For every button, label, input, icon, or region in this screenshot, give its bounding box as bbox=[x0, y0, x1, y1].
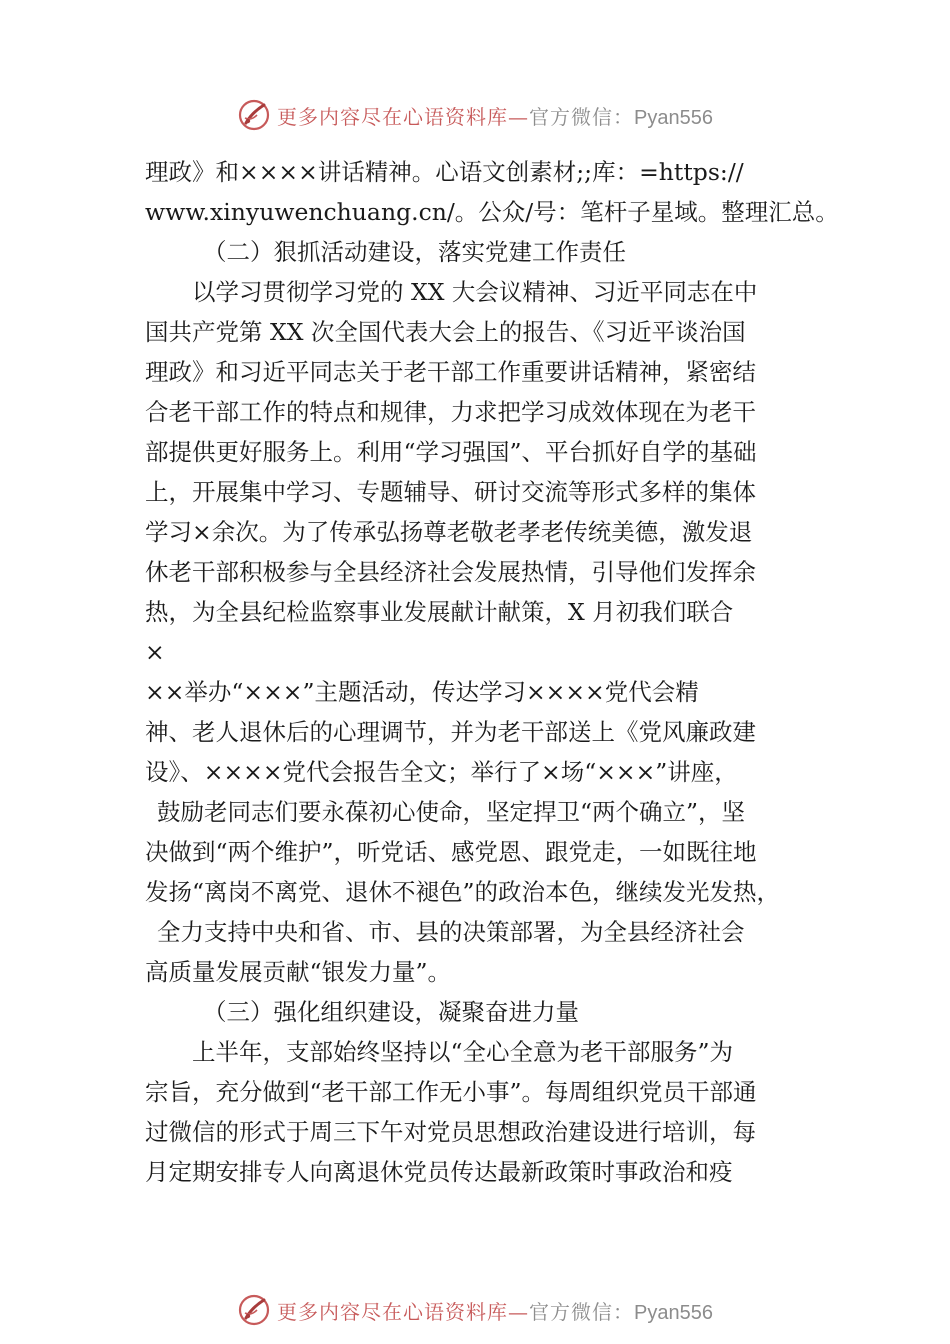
banner-separator: — bbox=[508, 1299, 530, 1324]
text-line: 学习×余次。为了传承弘扬尊老敬老孝老传统美德，激发退 bbox=[145, 518, 753, 546]
text-line: 神、老人退休后的心理调节，并为老干部送上《党风廉政建 bbox=[145, 718, 756, 746]
text-line: 热，为全县纪检监察事业发展献计献策，X 月初我们联合 bbox=[145, 598, 734, 626]
text-line: 决做到“两个维护”，听党话、感党恩、跟党走，一如既往地 bbox=[145, 838, 757, 866]
text-line: ××举办“×××”主题活动，传达学习××××党代会精 bbox=[145, 678, 699, 706]
banner-title: 更多内容尽在心语资料库 bbox=[277, 104, 509, 129]
section-heading: （三）强化组织建设，凝聚奋进力量 bbox=[203, 998, 579, 1026]
text-line: 鼓励老同志们要永葆初心使命，坚定捍卫“两个确立”，坚 bbox=[157, 798, 746, 826]
brush-logo-icon bbox=[237, 98, 271, 132]
wechat-label: 官方微信： bbox=[529, 104, 635, 129]
text-line: 休老干部积极参与全县经济社会发展热情，引导他们发挥余 bbox=[145, 558, 756, 586]
text-line: 理政》和习近平同志关于老干部工作重要讲话精神，紧密结 bbox=[145, 358, 756, 386]
paragraph-start: 上半年，支部始终坚持以“全心全意为老干部服务”为 bbox=[192, 1038, 734, 1066]
banner-text bbox=[277, 101, 713, 130]
banner-text bbox=[277, 1296, 713, 1325]
text-line: × bbox=[145, 638, 165, 666]
wechat-id: Pyan556 bbox=[634, 106, 713, 129]
text-line: 宗旨，充分做到“老干部工作无小事”。每周组织党员干部通 bbox=[145, 1078, 757, 1106]
header-banner bbox=[0, 95, 950, 135]
text-line: 发扬“离岗不离党、退休不褪色”的政治本色，继续发光发热， bbox=[145, 878, 781, 906]
text-line: 全力支持中央和省、市、县的决策部署，为全县经济社会 bbox=[157, 918, 745, 946]
text-line: 上，开展集中学习、专题辅导、研讨交流等形式多样的集体 bbox=[145, 478, 756, 506]
text-line: 合老干部工作的特点和规律，力求把学习成效体现在为老干 bbox=[145, 398, 756, 426]
text-line: 理政》和××××讲话精神。心语文创素材;;库：=https:// bbox=[145, 158, 744, 186]
banner-separator: — bbox=[508, 104, 530, 129]
text-line: 部提供更好服务上。利用“学习强国”、平台抓好自学的基础 bbox=[145, 438, 757, 466]
text-line: 月定期安排专人向离退休党员传达最新政策时事政治和疫 bbox=[145, 1158, 733, 1186]
paragraph-start: 以学习贯彻学习党的 XX 大会议精神、习近平同志在中 bbox=[192, 278, 758, 306]
footer-banner bbox=[0, 1290, 950, 1330]
text-line: 国共产党第 XX 次全国代表大会上的报告、《习近平谈治国 bbox=[145, 318, 746, 346]
wechat-label: 官方微信： bbox=[529, 1299, 635, 1324]
wechat-id: Pyan556 bbox=[634, 1301, 713, 1324]
text-line: 过微信的形式于周三下午对党员思想政治建设进行培训，每 bbox=[145, 1118, 756, 1146]
text-line: 设》、××××党代会报告全文；举行了×场“×××”讲座， bbox=[145, 758, 738, 786]
document-body bbox=[145, 152, 845, 1192]
section-heading: （二）狠抓活动建设，落实党建工作责任 bbox=[203, 238, 626, 266]
text-line: www.xinyuwenchuang.cn/。公众/号：笔杆子星域。整理汇总。 bbox=[145, 198, 839, 226]
brush-logo-icon bbox=[237, 1293, 271, 1327]
banner-title: 更多内容尽在心语资料库 bbox=[277, 1299, 509, 1324]
text-line: 高质量发展贡献“银发力量”。 bbox=[145, 958, 452, 986]
